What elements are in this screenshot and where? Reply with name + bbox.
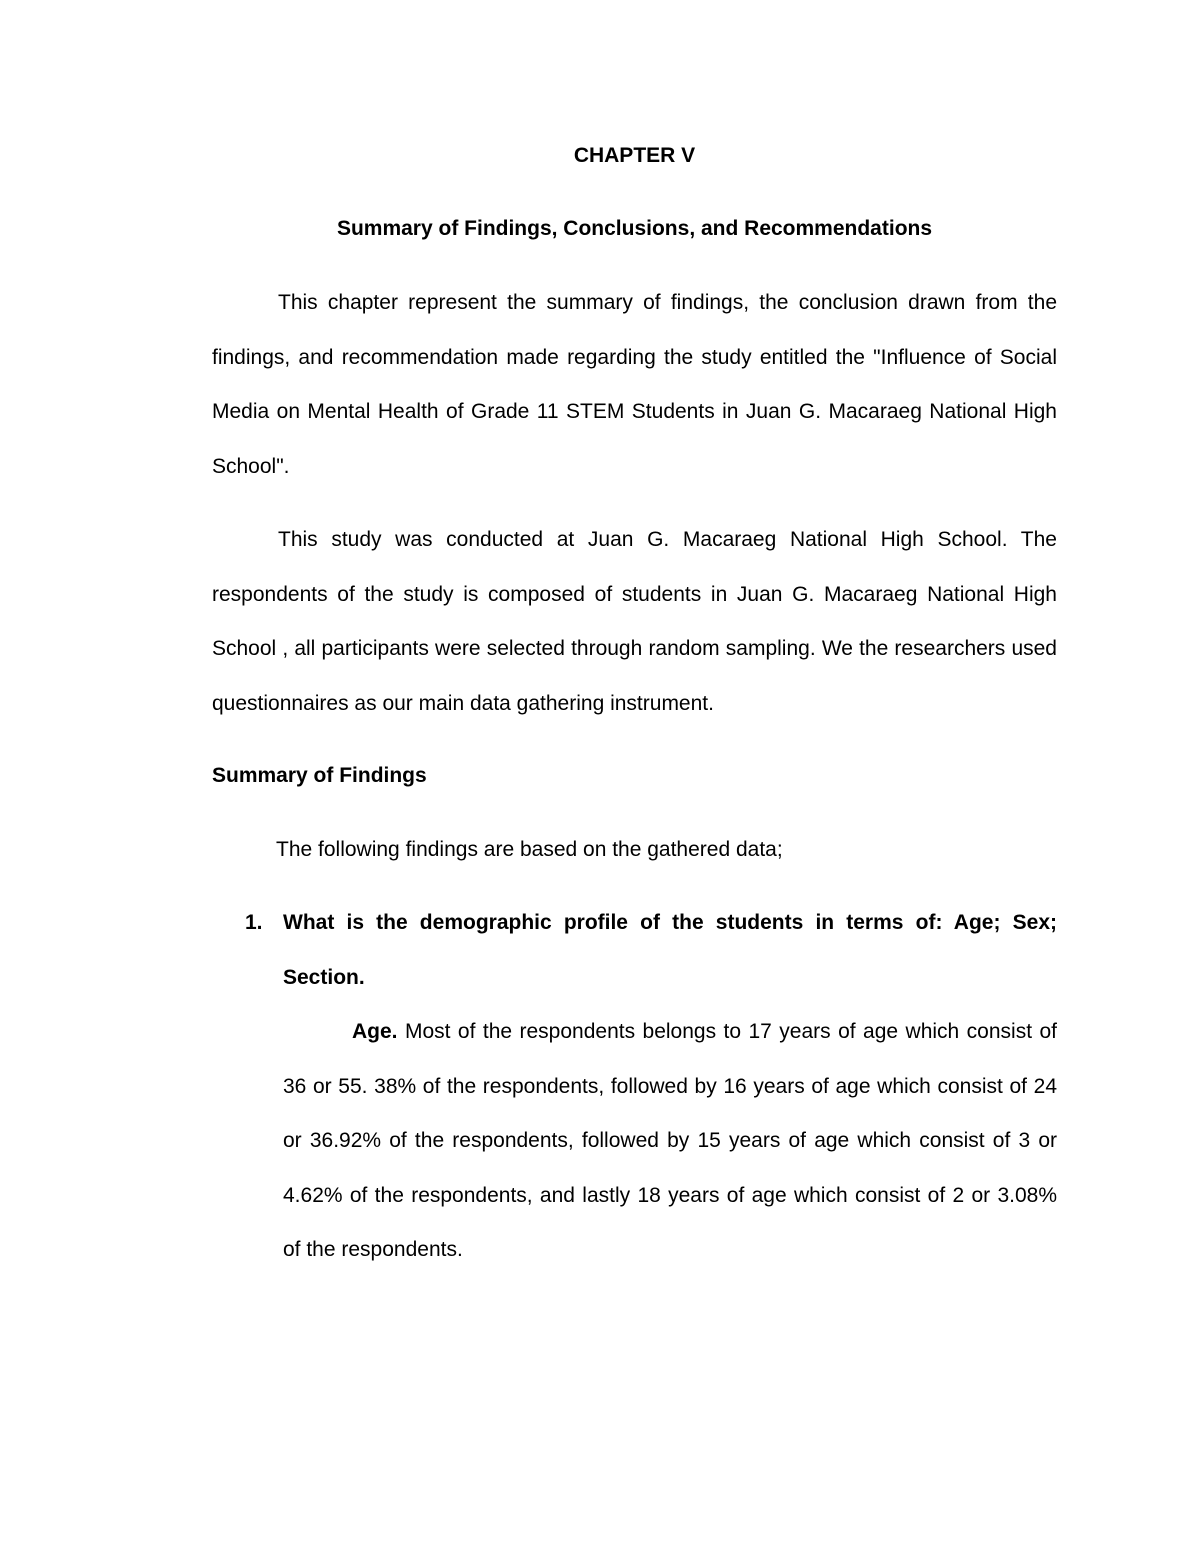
lead-in-sentence: The following findings are based on the gathered data; bbox=[276, 838, 783, 861]
answer-label: Age. bbox=[352, 1020, 398, 1043]
answer-text: Most of the respondents belongs to 17 years of age which consist of 36 or 55. 38% of the respondents, followed by 16 years of age which consist of 24 or 36.92% of the respondents, followed by 15 years of age which consist of 3 or 4.62% of the respondents, and lastly 18 years of age which consist of 2 or 3.08% of the respondents. bbox=[283, 1020, 1057, 1261]
question-number: 1. bbox=[245, 911, 263, 934]
intro-paragraph: This chapter represent the summary of findings, the conclusion drawn from the findings, and recommendation made regarding the study entitled the "Influence of Social Media on Mental Health of Grade 11 STEM Students in Juan G. Macaraeg National High School". bbox=[212, 291, 1057, 478]
section-heading: Summary of Findings bbox=[212, 764, 427, 787]
chapter-title: Summary of Findings, Conclusions, and Recommendations bbox=[336, 217, 933, 240]
chapter-number: CHAPTER V bbox=[573, 144, 696, 167]
answer-paragraph bbox=[283, 1005, 1057, 1278]
intro-paragraph: This study was conducted at Juan G. Macaraeg National High School. The respondents of the study is composed of students in Juan G. Macaraeg National High School , all participants were selected through random sampling. We the researchers used questionnaires as our main data gathering instrument. bbox=[212, 528, 1057, 715]
question-text: What is the demographic profile of the students in terms of: Age; Sex; Section. bbox=[283, 911, 1057, 989]
